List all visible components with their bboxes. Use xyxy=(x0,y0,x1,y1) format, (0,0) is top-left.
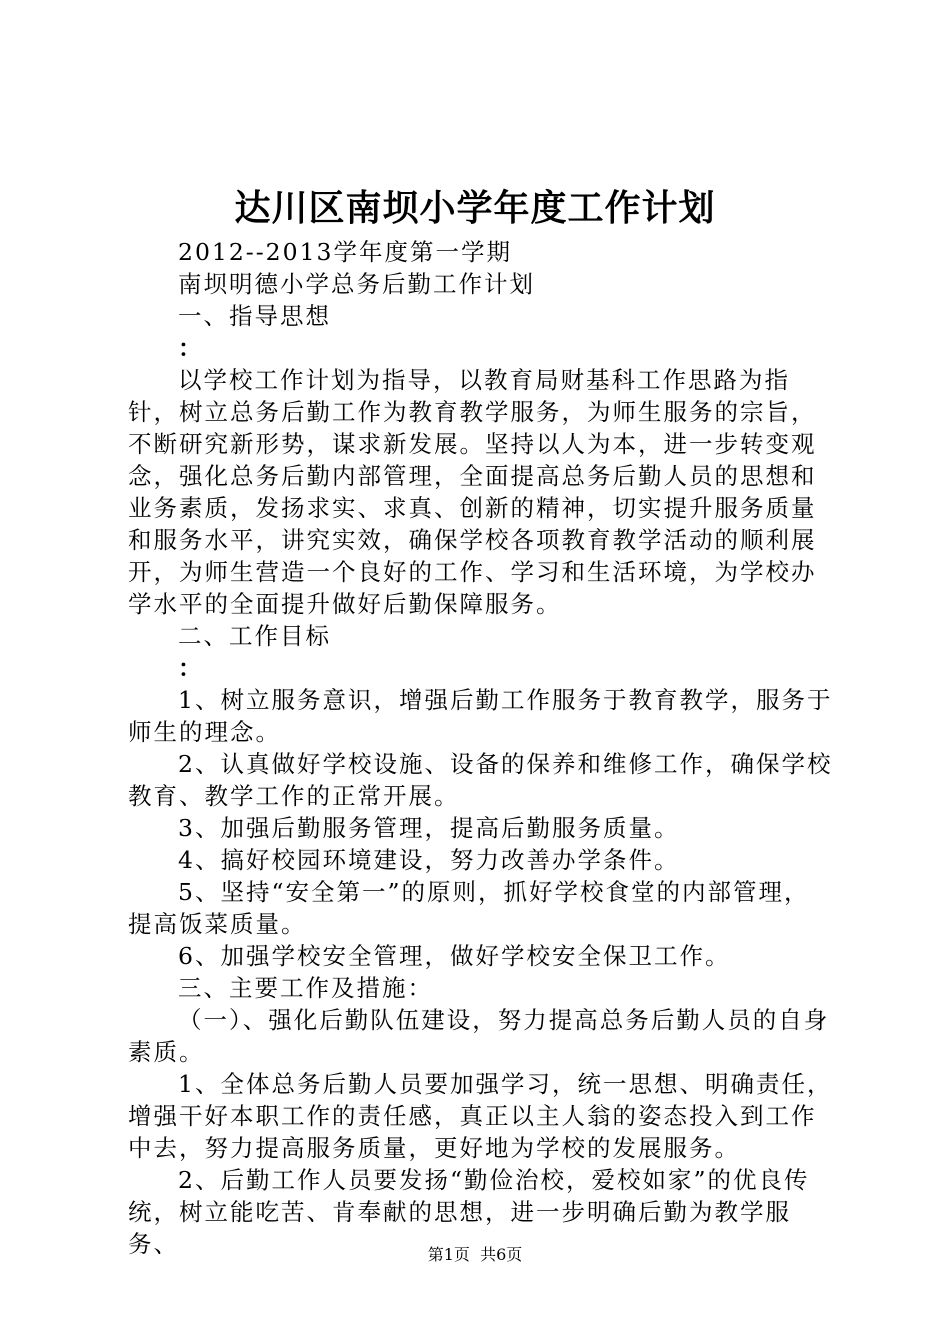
goal-item-2: 2、认真做好学校设施、设备的保养和维修工作，确保学校教育、教学工作的正常开展。 xyxy=(128,750,833,810)
page-total: 共6页 xyxy=(480,1245,523,1264)
page-number: 第1页 xyxy=(427,1245,470,1264)
section-colon-2: ： xyxy=(178,654,204,682)
document-body xyxy=(128,236,834,1260)
goal-item-1: 1、树立服务意识，增强后勤工作服务于教育教学，服务于师生的理念。 xyxy=(128,686,833,746)
goal-item-3: 3、加强后勤服务管理，提高后勤服务质量。 xyxy=(178,814,680,842)
measure-item-2: 2、后勤工作人员要发扬“勤俭治校，爱校如家”的优良传统，树立能吃苦、肯奉献的思想，进一步明确后勤为教学服务、 xyxy=(128,1166,810,1258)
subtitle-line: 南坝明德小学总务后勤工作计划 xyxy=(178,270,535,298)
goal-item-4: 4、搞好校园环境建设，努力改善办学条件。 xyxy=(178,846,680,874)
section-heading-1: 一、指导思想 xyxy=(178,302,331,330)
section-colon-1: ： xyxy=(178,334,204,362)
semester-line: 2012--2013学年度第一学期 xyxy=(178,238,512,266)
subsection-heading-1: （一）、强化后勤队伍建设，努力提高总务后勤人员的自身素质。 xyxy=(128,1006,830,1066)
goal-item-6: 6、加强学校安全管理，做好学校安全保卫工作。 xyxy=(178,942,731,970)
section-heading-2: 二、工作目标 xyxy=(178,622,331,650)
document-title: 达川区南坝小学年度工作计划 xyxy=(234,187,716,229)
goal-item-5: 5、坚持“安全第一”的原则，抓好学校食堂的内部管理，提高饭菜质量。 xyxy=(128,878,810,938)
measure-item-1: 1、全体总务后勤人员要加强学习，统一思想、明确责任，增强干好本职工作的责任感，真正以主人翁的姿态投入到工作中去，努力提高服务质量，更好地为学校的发展服务。 xyxy=(128,1070,833,1162)
page-footer xyxy=(0,1243,950,1267)
guiding-paragraph: 以学校工作计划为指导，以教育局财基科工作思路为指针，树立总务后勤工作为教育教学服务，为师生服务的宗旨，不断研究新形势，谋求新发展。坚持以人为本，进一步转变观念，强化总务后勤内部管理，全面提高总务后勤人员的思想和业务素质，发扬求实、求真、创新的精神，切实提升服务质量和服务水平，讲究实效，确保学校各项教育教学活动的顺利展开，为师生营造一个良好的工作、学习和生活环境，为学校办学水平的全面提升做好后勤保障服务。 xyxy=(128,366,817,618)
section-heading-3: 三、主要工作及措施： xyxy=(178,974,433,1002)
